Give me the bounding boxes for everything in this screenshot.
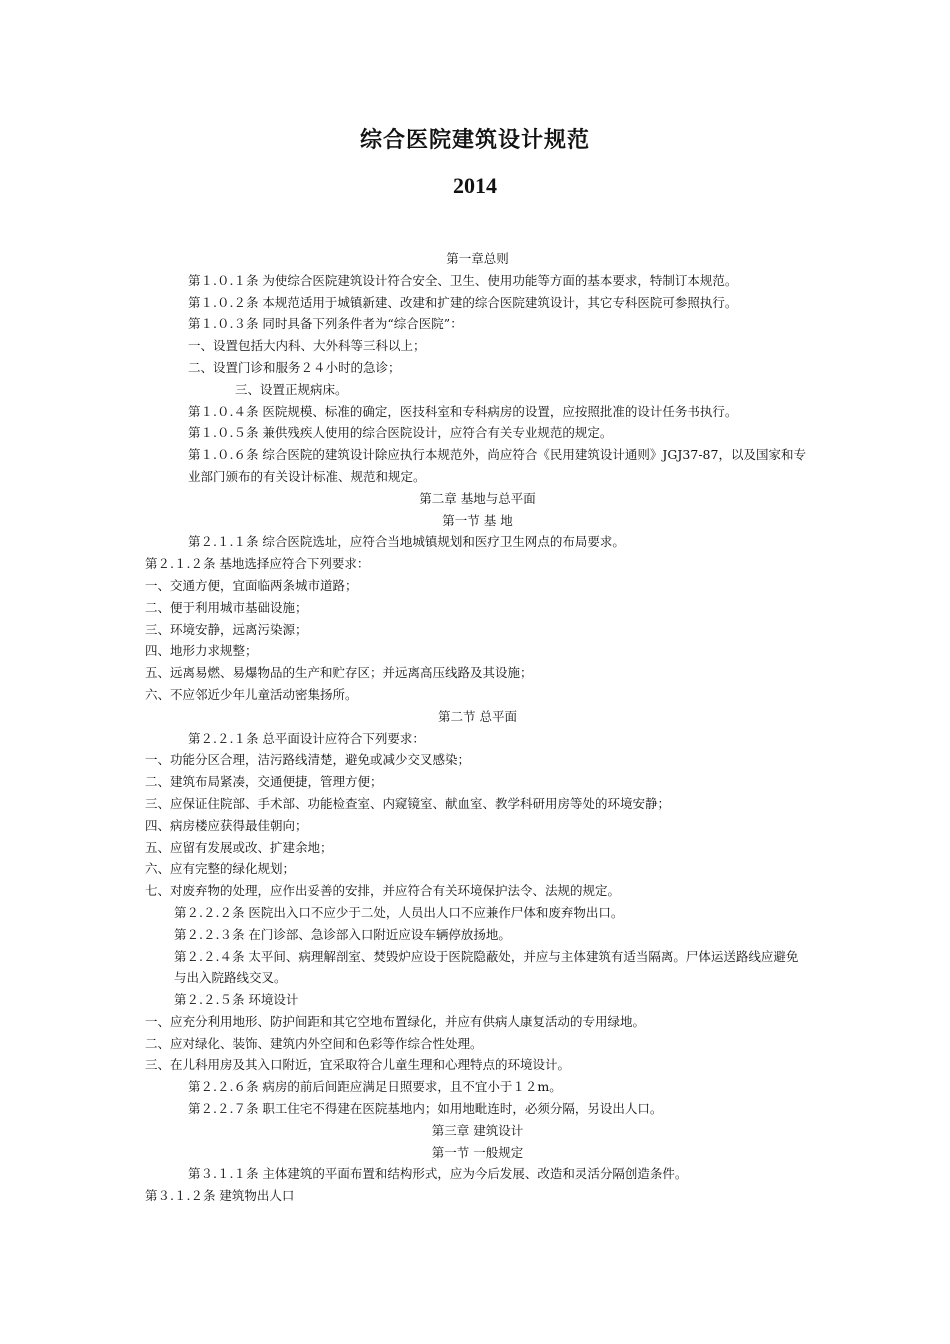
text-line: 第１.０.５条 兼供残疾人使用的综合医院设计，应符合有关专业规范的规定。	[188, 425, 613, 441]
section-heading: 第一节 基 地	[442, 512, 513, 528]
text-line: 六、应有完整的绿化规划；	[145, 861, 296, 877]
text-line: 三、设置正规病床。	[235, 381, 348, 397]
document-year: 2014	[453, 173, 497, 198]
text-line: 第２.１.２条 基地选择应符合下列要求：	[145, 556, 370, 572]
text-line: 二、设置门诊和服务２４小时的急诊；	[188, 359, 401, 375]
text-line: 第３.１.２条 建筑物出人口	[145, 1188, 295, 1204]
text-line: 一、设置包括大内科、大外科等三科以上；	[188, 338, 426, 354]
document-body	[145, 248, 810, 1207]
text-line: 一、应充分利用地形、防护间距和其它空地布置绿化，并应有供病人康复活动的专用绿地。	[145, 1013, 646, 1029]
text-line: 第２.２.４条 太平间、病理解剖室、焚毁炉应设于医院隐蔽处，并应与主体建筑有适当隔离。尸体运送路线应避免与出入院路线交叉。	[174, 948, 799, 986]
text-line: 第１.０.３条 同时具备下列条件者为“综合医院”：	[188, 316, 463, 332]
text-line: 六、不应邻近少年儿童活动密集扬所。	[145, 686, 358, 702]
text-line: 第１.０.６条 综合医院的建筑设计除应执行本规范外，尚应符合《民用建筑设计通则》JGJ37-87，以及国家和专业部门颁布的有关设计标准、规范和规定。	[188, 447, 806, 484]
text-line: 第１.０.４条 医院规模、标准的确定，医技科室和专科病房的设置，应按照批准的设计任务书执行。	[188, 403, 738, 419]
text-line: 四、病房楼应获得最佳朝向；	[145, 817, 308, 833]
text-line: 第２.２.５条 环境设计	[174, 992, 299, 1008]
section-heading: 第一节 一般规定	[431, 1144, 524, 1160]
text-line: 第２.２.２条 医院出入口不应少于二处，人员出人口不应兼作尸体和废弃物出口。	[174, 904, 624, 920]
document-title: 综合医院建筑设计规范	[359, 128, 590, 153]
text-line: 一、功能分区合理，洁污路线清楚，避免或减少交叉感染；	[145, 752, 471, 768]
text-line: 七、对废弃物的处理，应作出妥善的安排，并应符合有关环境保护法令、法规的规定。	[145, 883, 621, 899]
text-line: 二、建筑布局紧凑，交通便捷，管理方便；	[145, 774, 383, 790]
text-line: 第２.２.３条 在门诊部、急诊部入口附近应设车辆停放扬地。	[174, 926, 511, 942]
text-line: 三、在儿科用房及其入口附近，宜采取符合儿童生理和心理特点的环境设计。	[145, 1057, 571, 1073]
text-line: 二、便于利用城市基础设施；	[145, 599, 308, 615]
text-line: 第３.１.１条 主体建筑的平面布置和结构形式，应为今后发展、改造和灵活分隔创造条件。	[188, 1166, 688, 1182]
text-line: 第２.２.１条 总平面设计应符合下列要求：	[188, 730, 425, 746]
section-heading: 第二节 总平面	[438, 708, 517, 724]
text-line: 二、应对绿化、装饰、建筑内外空间和色彩等作综合性处理。	[145, 1035, 483, 1051]
text-line: 四、地形力求规整；	[145, 643, 258, 659]
section-heading: 第三章 建筑设计	[431, 1122, 524, 1138]
section-heading: 第一章总则	[446, 251, 509, 266]
text-line: 第２.２.７条 职工住宅不得建在医院基地内；如用地毗连时，必须分隔，另设出人口。	[188, 1101, 663, 1117]
text-line: 第２.１.１条 综合医院选址，应符合当地城镇规划和医疗卫生网点的布局要求。	[188, 534, 625, 550]
text-line: 第１.０.２条 本规范适用于城镇新建、改建和扩建的综合医院建筑设计，其它专科医院可参照执行。	[188, 294, 738, 310]
text-line: 第１.０.１条 为使综合医院建筑设计符合安全、卫生、使用功能等方面的基本要求，特制订本规范。	[188, 272, 738, 288]
text-line: 一、交通方便，宜面临两条城市道路；	[145, 577, 358, 593]
text-line: 五、应留有发展或改、扩建余地；	[145, 839, 333, 855]
text-line: 三、环境安静，远离污染源；	[145, 621, 308, 637]
text-line: 三、应保证住院部、手术部、功能检查室、内窥镜室、献血室、教学科研用房等处的环境安静；	[145, 795, 671, 811]
text-line: 第２.２.６条 病房的前后间距应满足日照要求，且不宜小于１２m。	[188, 1079, 562, 1095]
section-heading: 第二章 基地与总平面	[419, 490, 536, 506]
text-line: 五、远离易燃、易爆物品的生产和贮存区；并远离高压线路及其设施；	[145, 665, 533, 681]
